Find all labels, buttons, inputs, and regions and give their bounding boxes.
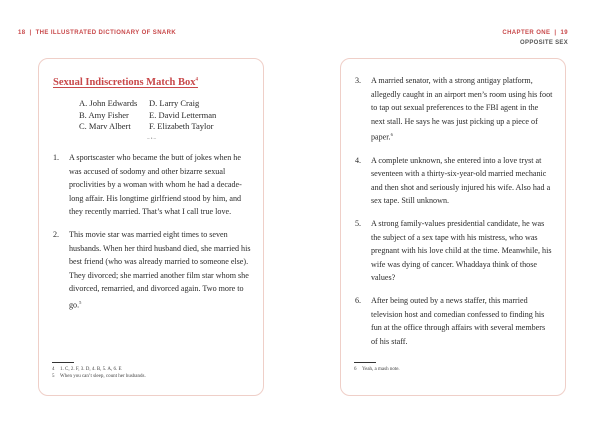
left-page-number: 18: [18, 30, 26, 36]
right-running-head: CHAPTER ONE | 19: [502, 30, 568, 36]
match-row: B. Amy Fisher E. David Letterman: [79, 109, 217, 120]
match-list: [79, 98, 216, 133]
right-card: [340, 58, 566, 396]
right-page: [300, 0, 600, 429]
match-box-title: Sexual Indiscretions Match Box$^4$: [53, 77, 198, 88]
chapter-title: CHAPTER ONE: [502, 30, 551, 36]
right-footnotes: [354, 366, 534, 373]
list-item: 5. A strong family-values presidential candidate, he was the subject of a sex tape with his mistress, who was pregnant with his love child at the time. Meanwhile, his wife was dying of cancer. Whaddaya think of those values?: [355, 219, 552, 283]
right-page-number: 19: [560, 30, 568, 36]
list-item: 6. After being outed by a news staffer, this married television host and comedian confessed to finding his fun at the office through affairs with several members of his staff.: [355, 296, 546, 346]
list-item: 4. A complete unknown, she entered into a love tryst at seventeen with a thirty-six-year-old married mechanic and then shot and seriously injured his wife. Also had a sex tape. Still unknown.: [355, 155, 551, 206]
footnote: 5 When you can’t sleep, count her husbands.: [52, 374, 146, 379]
list-item: 3. A married senator, with a strong antigay platform, allegedly caught in an airport men’s room using his foot to tap out sexual preferences to the FBI agent in the next stall. He says he was just picking up a piece of paper.$^6$: [355, 76, 553, 143]
list-item: 1. A sportscaster who became the butt of jokes when he was accused of sodomy and other bizarre sexual proclivities by a woman with whom he had a decade-long affair. His longtime girlfriend stood by him, and they recently married. That’s what I call true love.: [53, 153, 242, 217]
footnote-rule: [354, 362, 376, 363]
section-subhead: OPPOSITE SEX: [520, 40, 568, 46]
ornament-divider: ~•~: [147, 137, 158, 142]
book-title: THE ILLUSTRATED DICTIONARY OF SNARK: [35, 30, 177, 36]
match-row: A. John Edwards D. Larry Craig: [79, 98, 200, 108]
footnote-ref: 6: [390, 132, 393, 138]
footnote-ref: 4: [195, 77, 198, 83]
right-item-list: [355, 74, 553, 357]
footnote-rule: [52, 362, 74, 363]
footnote: 4 1. C, 2. F, 3. D, 4. B, 5. A, 6. E: [52, 367, 122, 372]
footnote: 6 Yeah, a mash note.: [354, 367, 400, 372]
list-item: 2. This movie star was married eight times to seven husbands. When her third husband died, she married his best friend (who was already married to someone else). They divorced; she married another film star whom she divorced, remarried, and divorced again. Two more to go.$^5$: [53, 229, 251, 310]
match-row: C. Marv Albert F. Elizabeth Taylor: [79, 121, 214, 131]
footnote-ref: 5: [79, 299, 82, 305]
left-card: [38, 58, 264, 396]
left-running-head: 18 | THE ILLUSTRATED DICTIONARY OF SNARK: [18, 30, 177, 36]
left-footnotes: [52, 366, 232, 380]
left-item-list: [53, 151, 251, 321]
